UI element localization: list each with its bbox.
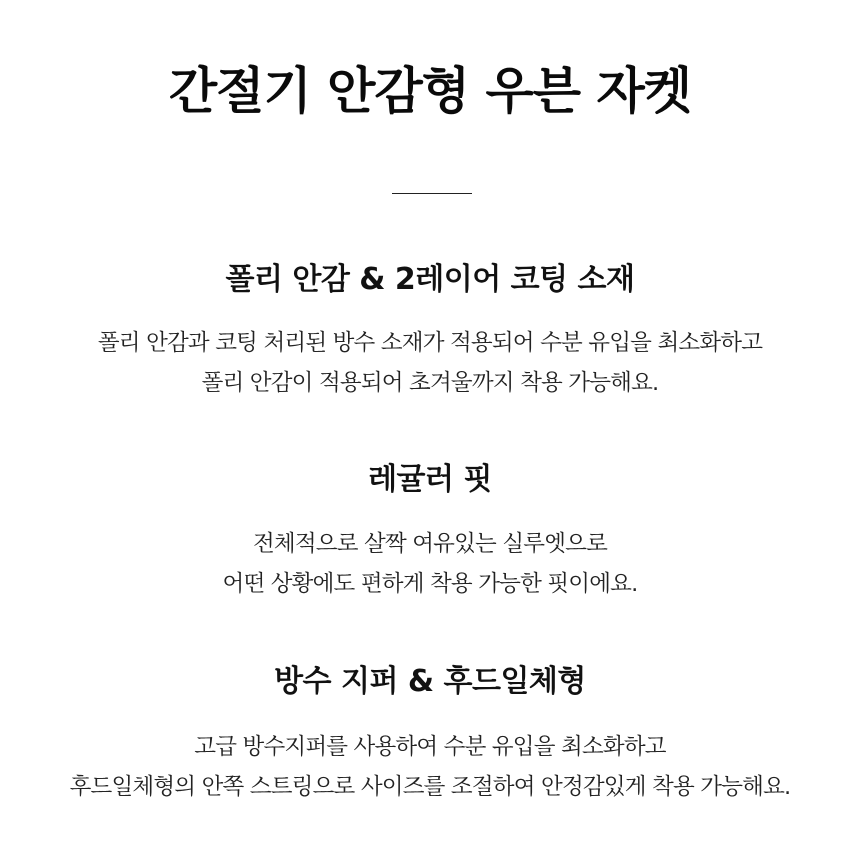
feature-heading: 방수 지퍼 & 후드일체형 — [274, 664, 586, 699]
feature-description — [0, 524, 860, 604]
feature-description-line: 고급 방수지퍼를 사용하여 수분 유입을 최소화하고 — [194, 734, 666, 760]
feature-description-line: 폴리 안감과 코팅 처리된 방수 소재가 적용되어 수분 유입을 최소화하고 — [97, 330, 763, 356]
feature-heading: 레귤러 핏 — [368, 462, 492, 497]
feature-section-fit — [0, 460, 860, 604]
title-divider — [392, 193, 472, 194]
feature-description-line: 어떤 상황에도 편하게 착용 가능한 핏이에요. — [222, 571, 638, 597]
feature-heading: 폴리 안감 & 2레이어 코팅 소재 — [225, 262, 635, 297]
feature-section-zipper-hood — [0, 662, 860, 807]
page-title: 간절기 안감형 우븐 자켓 — [168, 62, 692, 120]
feature-description-line: 후드일체형의 안쪽 스트링으로 사이즈를 조절하여 안정감있게 착용 가능해요. — [69, 774, 791, 800]
feature-description-line: 전체적으로 살짝 여유있는 실루엣으로 — [252, 531, 608, 557]
feature-description — [0, 323, 860, 403]
feature-description-line: 폴리 안감이 적용되어 초겨울까지 착용 가능해요. — [201, 370, 659, 396]
feature-description — [0, 727, 860, 807]
feature-section-lining — [0, 260, 860, 403]
